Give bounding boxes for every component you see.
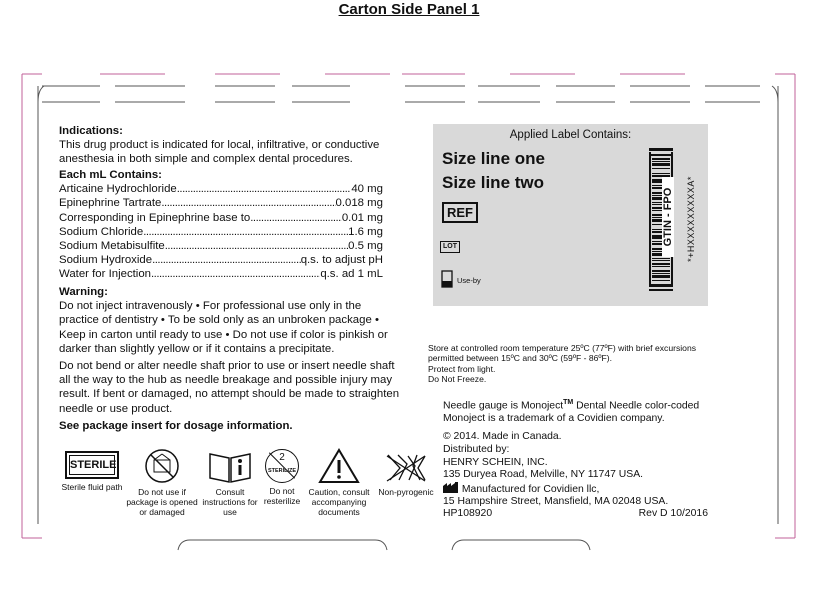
distributor-name: HENRY SCHEIN, INC. bbox=[443, 456, 548, 468]
barcode-gtin-text: GTIN - FPO bbox=[662, 177, 674, 257]
non-pyrogenic-icon bbox=[385, 452, 427, 484]
ingredient-name: Articaine Hydrochloride bbox=[59, 183, 177, 196]
storage-line-2: permitted between 15ºC and 30ºC (59ºF - 86ºF). bbox=[428, 353, 613, 364]
ingredient-value: q.s. to adjust pH bbox=[300, 254, 383, 267]
barcode-stripe bbox=[652, 275, 670, 278]
barcode-stripe bbox=[652, 163, 670, 166]
ingredient-value: q.s. ad 1 mL bbox=[320, 268, 383, 281]
barcode-stripe bbox=[652, 168, 670, 169]
trademark-line-1 bbox=[443, 397, 763, 413]
barcode-stripe bbox=[652, 258, 670, 259]
sterile-box-icon bbox=[65, 451, 119, 479]
ingredient-row bbox=[59, 182, 383, 196]
each-ml-heading: Each mL Contains: bbox=[59, 169, 162, 181]
caution-icon bbox=[318, 448, 360, 484]
barcode-stripe bbox=[652, 173, 670, 174]
leader-dots bbox=[165, 239, 348, 253]
copyright-line: © 2014. Made in Canada. bbox=[443, 431, 562, 442]
applied-label-box bbox=[433, 124, 708, 306]
warning-section bbox=[59, 285, 401, 433]
ingredient-value: 0.01 mg bbox=[341, 211, 383, 224]
lot-symbol: LOT bbox=[440, 241, 460, 253]
code-row bbox=[443, 508, 708, 520]
ingredient-value: 0.5 mg bbox=[348, 240, 383, 253]
product-code: HP108920 bbox=[443, 508, 493, 520]
manufacturer-line bbox=[443, 482, 733, 496]
manufacturer-address: 15 Hampshire Street, Mansfield, MA 02048 USA. bbox=[443, 496, 669, 508]
size-line-two: Size line two bbox=[442, 173, 545, 192]
ingredient-list bbox=[59, 182, 401, 281]
leader-dots bbox=[250, 211, 342, 225]
resterilize-label: Do not resterilize bbox=[263, 486, 301, 506]
symbol-caution bbox=[304, 446, 374, 517]
size-line-one: Size line one bbox=[442, 149, 545, 168]
ingredient-name: Water for Injection bbox=[59, 268, 152, 281]
ingredient-row bbox=[59, 253, 383, 267]
barcode-stripe bbox=[652, 280, 670, 281]
do-not-use-damaged-icon bbox=[144, 448, 180, 484]
symbols-row bbox=[59, 446, 439, 516]
barcode-stripe bbox=[652, 266, 670, 267]
symbol-consult bbox=[200, 446, 260, 517]
trademark-text-a: Needle gauge is Monoject bbox=[443, 400, 564, 412]
ingredient-row bbox=[59, 267, 383, 281]
use-by-label: Use-by bbox=[457, 276, 481, 285]
indications-text: This drug product is indicated for local, infiltrative, or conductive anesthesia in both simple and complex dental procedures. bbox=[59, 139, 380, 166]
do-not-resterilize-icon: 2 STERILIZE bbox=[265, 449, 299, 483]
ingredient-name: Epinephrine Tartrate bbox=[59, 197, 162, 210]
barcode-stripe bbox=[652, 260, 670, 261]
barcode-stripe bbox=[652, 270, 670, 272]
distributor-address: 135 Duryea Road, Melville, NY 11747 USA. bbox=[443, 469, 644, 481]
leader-dots bbox=[177, 182, 352, 196]
non-pyrogenic-label: Non-pyrogenic bbox=[378, 487, 434, 497]
storage-line-4: Do Not Freeze. bbox=[428, 374, 487, 385]
trademark-text-b: Dental Needle color-coded bbox=[573, 400, 700, 412]
leader-dots bbox=[143, 225, 348, 239]
barcode-stripe bbox=[652, 161, 670, 162]
distributed-by-line: Distributed by: bbox=[443, 444, 510, 456]
hourglass-icon bbox=[441, 270, 453, 288]
ingredient-row bbox=[59, 239, 383, 253]
panel-title: Carton Side Panel 1 bbox=[338, 1, 480, 18]
package-insert-note: See package insert for dosage information. bbox=[59, 419, 293, 432]
leader-dots bbox=[152, 253, 301, 267]
manufacturer-icon bbox=[443, 482, 459, 493]
tm-mark: TM bbox=[563, 399, 574, 406]
storage-line-1: Store at controlled room temperature 25ºC (77ºF) with brief excursions bbox=[428, 343, 697, 353]
indications-section bbox=[59, 124, 401, 167]
barcode-digits: *+HXXXXXXXXXA* bbox=[686, 176, 696, 262]
leader-dots bbox=[161, 196, 335, 210]
ingredient-name: Sodium Hydroxide bbox=[59, 254, 153, 267]
barcode-stripe bbox=[652, 158, 670, 160]
each-ml-section bbox=[59, 168, 401, 282]
indications-heading: Indications: bbox=[59, 125, 123, 137]
ref-symbol: REF bbox=[442, 202, 478, 223]
storage-section bbox=[428, 343, 758, 385]
consult-instructions-icon bbox=[207, 448, 253, 484]
symbol-resterilize bbox=[260, 446, 304, 506]
ingredient-row bbox=[59, 196, 383, 210]
caution-label: Caution, consult accompanying documents bbox=[308, 487, 370, 517]
symbol-sterile bbox=[59, 446, 125, 492]
storage-line-3: Protect from light. bbox=[428, 363, 496, 374]
ingredient-value: 40 mg bbox=[351, 183, 383, 196]
warning-heading: Warning: bbox=[59, 286, 108, 298]
barcode-stripe bbox=[652, 273, 670, 274]
consult-label: Consult instructions for use bbox=[202, 487, 258, 517]
warning-paragraph-2: Do not bend or alter needle shaft prior to use or insert needle shaft all the way to the hub as needle breakage and possible injury may result. If bent or damaged, no attempt should be made to straighten needle or use product. bbox=[59, 360, 400, 415]
ingredient-name: Sodium Chloride bbox=[59, 225, 144, 238]
company-section bbox=[443, 431, 733, 521]
ingredient-row bbox=[59, 211, 383, 225]
damaged-label: Do not use if package is opened or damaged bbox=[126, 487, 198, 517]
ingredient-value: 0.018 mg bbox=[335, 197, 383, 210]
leader-dots bbox=[151, 267, 320, 281]
ingredient-value: 1.6 mg bbox=[348, 225, 383, 238]
barcode-stripe bbox=[652, 263, 670, 265]
trademark-section bbox=[443, 397, 763, 425]
trademark-line-2: Monoject is a trademark of a Covidien company. bbox=[443, 412, 665, 424]
warning-paragraph-1: Do not inject intravenously • For professional use only in the practice of dentistry • To be sold only as an unbroken package • Keep in carton until ready to use • Do not use if color is pinkish or darker than slightly yellow or if it contains a precipitate. bbox=[59, 300, 388, 355]
ingredient-name: Sodium Metabisulfite bbox=[59, 240, 165, 253]
symbol-non-pyrogenic bbox=[373, 446, 439, 497]
ingredient-row bbox=[59, 225, 383, 239]
sterile-badge: STERILE bbox=[69, 455, 115, 475]
symbol-damaged bbox=[125, 446, 199, 517]
resterilize-badge: STERILIZE bbox=[267, 468, 297, 474]
applied-label-heading: Applied Label Contains: bbox=[509, 129, 632, 141]
sterile-label: Sterile fluid path bbox=[61, 482, 123, 492]
ingredient-name: Corresponding in Epinephrine base to bbox=[59, 211, 251, 224]
manufacturer-text: Manufactured for Covidien llc, bbox=[461, 483, 600, 495]
revision: Rev D 10/2016 bbox=[638, 508, 708, 520]
